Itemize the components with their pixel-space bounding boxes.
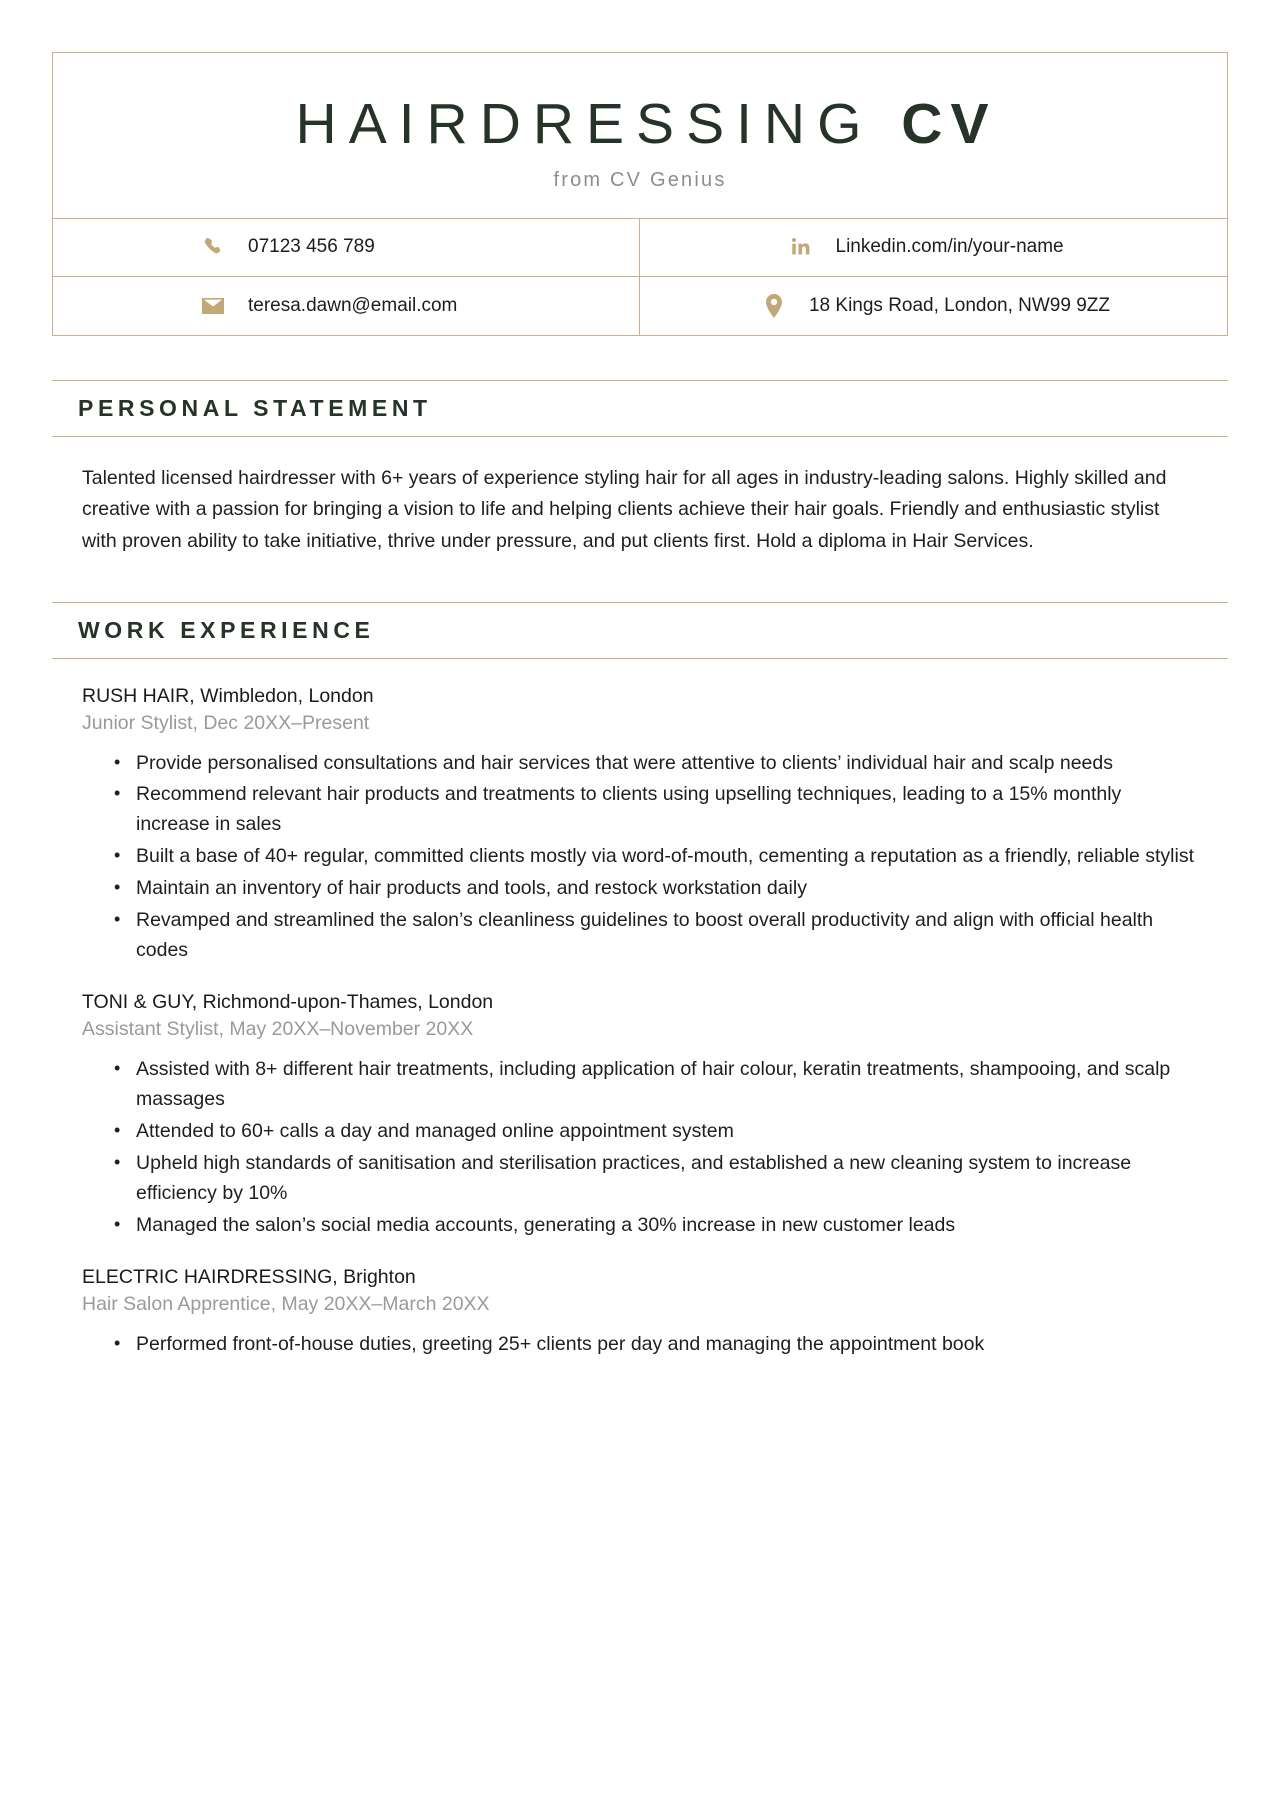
phone-icon — [196, 236, 230, 258]
job-bullet: • Performed front-of-house duties, greeting 25+ clients per day and managing the appointment book — [82, 1330, 1198, 1360]
linkedin-icon — [784, 237, 818, 257]
cv-header — [52, 52, 1228, 336]
email-icon — [196, 297, 230, 315]
job-role: Assistant Stylist, May 20XX–November 20XX — [82, 1018, 474, 1041]
work-experience-body — [52, 659, 1228, 1361]
contact-address[interactable] — [640, 277, 1227, 335]
job-bullet: • Revamped and streamlined the salon’s cleanliness guidelines to boost overall productivity and align with official health codes — [82, 906, 1198, 966]
job-role: Junior Stylist, Dec 20XX–Present — [82, 711, 370, 734]
job-bullet: • Maintain an inventory of hair products and tools, and restock workstation daily — [82, 874, 1198, 904]
job-entry — [82, 1266, 1198, 1360]
job-role: Hair Salon Apprentice, May 20XX–March 20XX — [82, 1293, 490, 1316]
work-experience-heading: WORK EXPERIENCE — [78, 616, 375, 643]
job-bullets — [82, 749, 1198, 966]
job-bullet: • Attended to 60+ calls a day and managed online appointment system — [82, 1117, 1198, 1147]
cv-title-area — [53, 53, 1227, 219]
job-bullets — [82, 1055, 1198, 1240]
section-work-experience — [52, 602, 1228, 1361]
location-pin-icon — [757, 294, 791, 318]
job-entry — [82, 991, 1198, 1240]
job-bullet: • Recommend relevant hair products and treatments to clients using upselling techniques, leading to a 15% monthly increase in sales — [82, 780, 1198, 840]
work-experience-heading-bar — [52, 602, 1228, 659]
job-entry — [82, 685, 1198, 966]
contact-linkedin-label: Linkedin.com/in/your-name — [835, 236, 1064, 258]
contact-address-label: 18 Kings Road, London, NW99 9ZZ — [808, 294, 1110, 316]
personal-statement-body — [52, 437, 1228, 558]
contact-email[interactable] — [53, 277, 640, 335]
page-subtitle: from CV Genius — [553, 168, 727, 191]
job-company: ELECTRIC HAIRDRESSING, Brighton — [82, 1266, 416, 1289]
personal-statement-heading: PERSONAL STATEMENT — [78, 394, 432, 421]
personal-statement-text: Talented licensed hairdresser with 6+ years of experience styling hair for all ages in industry-leading salons. Highly skilled and creative with a passion for bringing a vision to life and helping clients achieve their hair goals. Friendly and enthusiastic stylist with proven ability to take initiative, thrive under pressure, and put clients first. Hold a diploma in Hair Services. — [82, 466, 1167, 552]
page-title-main: HAIRDRESSING — [295, 92, 874, 156]
contact-phone[interactable] — [53, 219, 640, 277]
page-title — [53, 92, 1227, 156]
contact-email-label: teresa.dawn@email.com — [248, 294, 458, 316]
contact-grid — [53, 219, 1227, 335]
job-bullets — [82, 1330, 1198, 1360]
contact-phone-label: 07123 456 789 — [248, 236, 375, 258]
job-bullet: • Provide personalised consultations and hair services that were attentive to clients’ individual hair and scalp needs — [82, 749, 1198, 779]
personal-statement-heading-bar — [52, 380, 1228, 437]
section-personal-statement — [52, 380, 1228, 558]
job-bullet: • Built a base of 40+ regular, committed clients mostly via word-of-mouth, cementing a reputation as a friendly, reliable stylist — [82, 842, 1198, 872]
job-bullet: • Assisted with 8+ different hair treatments, including application of hair colour, keratin treatments, shampooing, and scalp massages — [82, 1055, 1198, 1115]
job-bullet: • Upheld high standards of sanitisation and sterilisation practices, and established a new cleaning system to increase efficiency by 10% — [82, 1149, 1198, 1209]
page-title-accent: CV — [901, 92, 997, 156]
contact-linkedin[interactable] — [640, 219, 1227, 277]
job-company: RUSH HAIR, Wimbledon, London — [82, 684, 374, 707]
job-company: TONI & GUY, Richmond-upon-Thames, London — [82, 991, 494, 1014]
job-bullet: • Managed the salon’s social media accounts, generating a 30% increase in new customer leads — [82, 1211, 1198, 1241]
